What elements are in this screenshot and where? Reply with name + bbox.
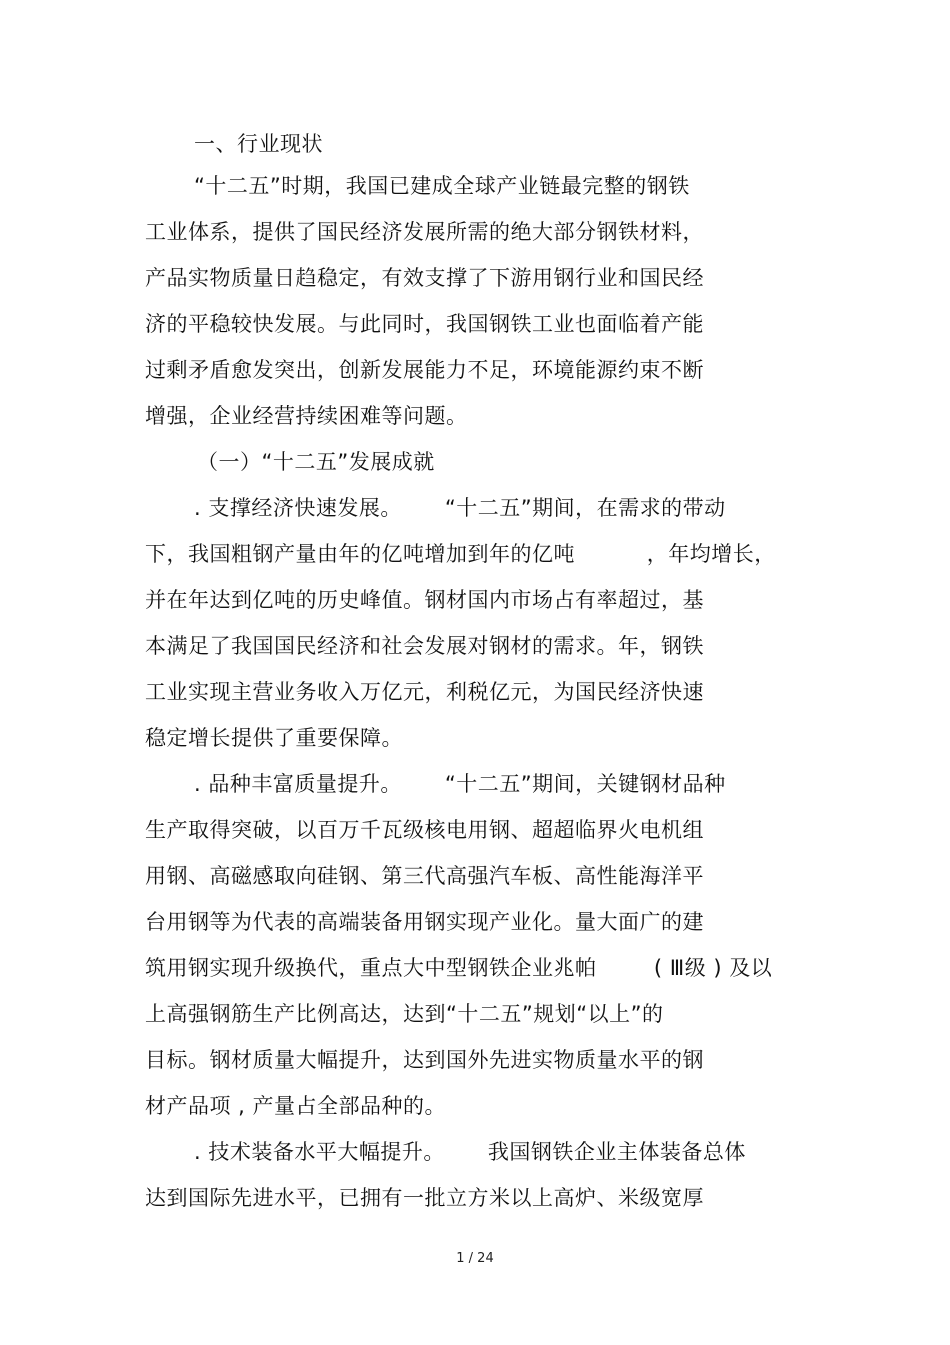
paragraph-line: . 支撑经济快速发展。 “十二五”期间，在需求的带动 (194, 496, 726, 520)
paragraph-line: 目标。钢材质量大幅提升，达到国外先进实物质量水平的钢 (145, 1048, 704, 1072)
paragraph-line: 用钢、高磁感取向硅钢、第三代高强汽车板、高性能海洋平 (145, 864, 704, 888)
paragraph-line: 工业体系，提供了国民经济发展所需的绝大部分钢铁材料， (145, 220, 704, 244)
paragraph-line: 并在年达到亿吨的历史峰值。钢材国内市场占有率超过，基 (145, 588, 704, 612)
paragraph-line: 上高强钢筋生产比例高达，达到“十二五”规划“以上”的 (145, 1002, 664, 1026)
paragraph-line: 产品实物质量日趋稳定，有效支撑了下游用钢行业和国民经 (145, 266, 704, 290)
paragraph-line: 过剩矛盾愈发突出，创新发展能力不足，环境能源约束不断 (145, 358, 704, 382)
section-heading: 一、行业现状 (194, 132, 323, 156)
paragraph-line: . 品种丰富质量提升。 “十二五”期间，关键钢材品种 (194, 772, 726, 796)
paragraph-line: 稳定增长提供了重要保障。 (145, 726, 403, 750)
subsection-heading: （一）“十二五”发展成就 (197, 450, 435, 474)
paragraph-line: 增强，企业经营持续困难等问题。 (145, 404, 468, 428)
paragraph-line: 筑用钢实现升级换代，重点大中型钢铁企业兆帕 ( Ⅲ级 ) 及以 (145, 956, 773, 980)
paragraph-line: 本满足了我国国民经济和社会发展对钢材的需求。年，钢铁 (145, 634, 704, 658)
paragraph-line: . 技术装备水平大幅提升。 我国钢铁企业主体装备总体 (194, 1140, 746, 1164)
paragraph-line: 下，我国粗钢产量由年的亿吨增加到年的亿吨 ，年均增长， (145, 542, 776, 566)
page-number: 1 / 24 (456, 1251, 494, 1266)
paragraph-line: 达到国际先进水平，已拥有一批立方米以上高炉、米级宽厚 (145, 1186, 704, 1210)
paragraph-line: 材产品项 , 产量占全部品种的。 (145, 1094, 447, 1118)
paragraph-line: 济的平稳较快发展。与此同时，我国钢铁工业也面临着产能 (145, 312, 704, 336)
paragraph-line: 台用钢等为代表的高端装备用钢实现产业化。量大面广的建 (145, 910, 704, 934)
paragraph-line: “十二五”时期，我国已建成全球产业链最完整的钢铁 (194, 174, 690, 198)
paragraph-line: 生产取得突破，以百万千瓦级核电用钢、超超临界火电机组 (145, 818, 704, 842)
paragraph-line: 工业实现主营业务收入万亿元，利税亿元，为国民经济快速 (145, 680, 704, 704)
